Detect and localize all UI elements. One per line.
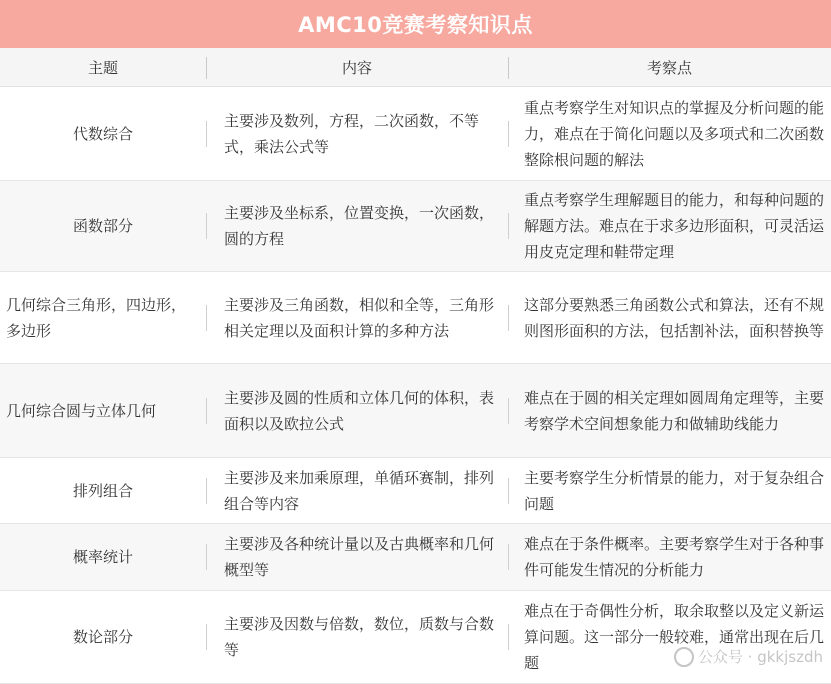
- row-divider: [206, 478, 207, 504]
- row-divider: [206, 398, 207, 424]
- table-row: [0, 87, 831, 181]
- row-topic: 几何综合圆与立体几何: [6, 401, 157, 420]
- wechat-icon: [674, 647, 694, 667]
- row-topic: 几何综合三角形，四边形，多边形: [6, 295, 187, 340]
- row-focus: 重点考察学生理解题目的能力，和每种问题的解题方法。难点在于求多边形面积，可灵活运用皮克定理和鞋带定理: [524, 191, 825, 261]
- row-divider: [508, 544, 509, 570]
- row-divider: [508, 624, 509, 650]
- row-divider: [206, 624, 207, 650]
- row-content: 主要涉及因数与倍数，数位，质数与合数等: [224, 615, 495, 659]
- row-focus: 主要考察学生分析情景的能力，对于复杂组合问题: [524, 468, 825, 513]
- row-focus: 重点考察学生对知识点的掌握及分析问题的能力，难点在于简化问题以及多项式和二次函数整除根问题的解法: [524, 98, 825, 169]
- row-divider: [508, 213, 509, 239]
- row-divider: [508, 398, 509, 424]
- row-focus: 这部分要熟悉三角函数公式和算法，还有不规则图形面积的方法，包括割补法，面积替换等: [524, 295, 825, 340]
- watermark: [674, 646, 823, 667]
- row-content: 主要涉及圆的性质和立体几何的体积，表面积以及欧拉公式: [224, 388, 495, 433]
- row-divider: [508, 121, 509, 147]
- header-content: 内容: [341, 58, 372, 77]
- header-divider: [508, 57, 509, 79]
- table-row: [0, 524, 831, 591]
- watermark-text: 公众号 · gkkjszdh: [697, 648, 823, 666]
- header-focus: 考察点: [646, 58, 692, 77]
- table-row: [0, 458, 831, 524]
- row-divider: [508, 305, 509, 331]
- row-divider: [206, 544, 207, 570]
- row-content: 主要涉及来加乘原理，单循环赛制，排列组合等内容: [224, 468, 495, 513]
- table-row: [0, 181, 831, 272]
- row-topic: 代数综合: [72, 124, 133, 143]
- row-focus: 难点在于奇偶性分析，取余取整以及定义新运算问题。这一部分一般较难，通常出现在后几题: [524, 602, 825, 672]
- table-title-bar: [0, 0, 831, 48]
- row-focus: 难点在于条件概率。主要考察学生对于各种事件可能发生情况的分析能力: [524, 535, 825, 579]
- header-divider: [206, 57, 207, 79]
- row-topic: 数论部分: [72, 628, 133, 646]
- row-topic: 函数部分: [72, 217, 133, 235]
- table-body: [0, 87, 831, 684]
- row-divider: [508, 478, 509, 504]
- table-title: AMC10竞赛考察知识点: [298, 13, 533, 37]
- table-row: [0, 272, 831, 364]
- row-focus: 难点在于圆的相关定理如圆周角定理等，主要考察学术空间想象能力和做辅助线能力: [524, 388, 825, 433]
- row-topic: 概率统计: [72, 548, 133, 566]
- row-divider: [206, 121, 207, 147]
- row-content: 主要涉及数列，方程，二次函数，不等式，乘法公式等: [224, 111, 480, 156]
- row-divider: [206, 213, 207, 239]
- row-topic: 排列组合: [72, 481, 133, 500]
- row-content: 主要涉及坐标系，位置变换，一次函数，圆的方程: [224, 204, 495, 248]
- row-content: 主要涉及各种统计量以及古典概率和几何概型等: [224, 535, 495, 579]
- table-row: [0, 591, 831, 684]
- row-content: 主要涉及三角函数，相似和全等，三角形相关定理以及面积计算的多种方法: [224, 295, 495, 340]
- table-row: [0, 364, 831, 458]
- table-header: [0, 48, 831, 87]
- header-topic: 主题: [87, 58, 118, 77]
- row-divider: [206, 305, 207, 331]
